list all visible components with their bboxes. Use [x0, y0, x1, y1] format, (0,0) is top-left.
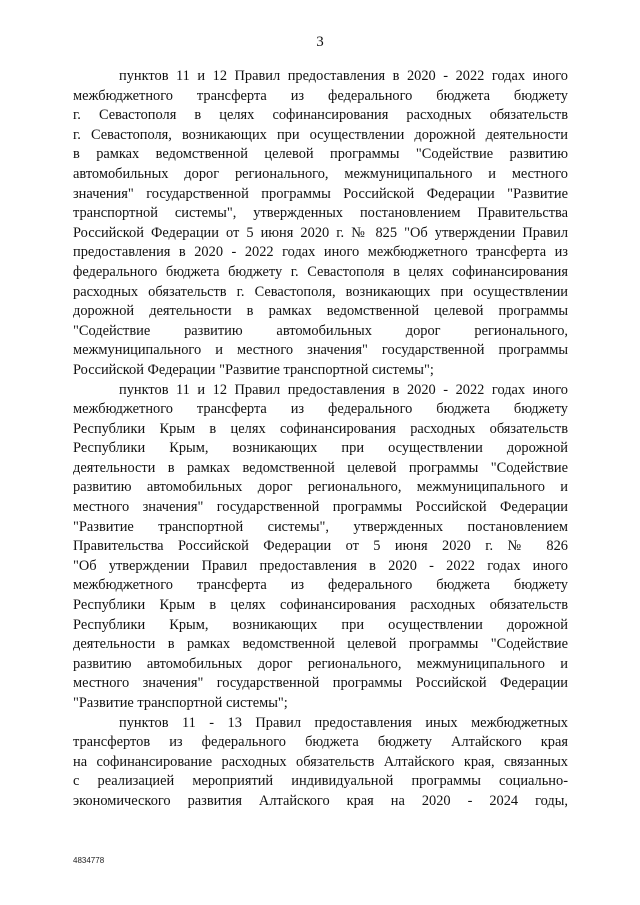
text-line: деятельности в рамках ведомственной целевой программы "Содействие [73, 636, 568, 653]
text-line: Республики Крым в целях софинансирования расходных обязательств [73, 420, 568, 437]
text-line: федерального бюджета бюджету г. Севастополя в целях софинансирования [73, 263, 568, 280]
text-line: предоставления в 2020 - 2022 годах иного межбюджетного трансферта из [73, 244, 568, 261]
text-line: значения" государственной программы Российской Федерации "Развитие [73, 185, 568, 202]
text-line: местного значения" государственной программы Российской Федерации [73, 675, 568, 692]
text-line: межбюджетного трансферта из федерального бюджета бюджету [73, 577, 568, 594]
text-line: в рамках ведомственной целевой программы "Содействие развитию [73, 146, 568, 163]
text-line: Республики Крым, возникающих при осуществлении дорожной [73, 616, 568, 633]
text-line: межбюджетного трансферта из федерального бюджета бюджету [73, 87, 568, 104]
document-body [73, 67, 568, 812]
text-line: г. Севастополя, возникающих при осуществлении дорожной деятельности [73, 126, 568, 143]
text-line: пунктов 11 и 12 Правил предоставления в 2020 - 2022 годах иного [119, 68, 568, 84]
text-line: пунктов 11 и 12 Правил предоставления в 2020 - 2022 годах иного [119, 381, 568, 398]
text-line: трансфертов из федерального бюджета бюджету Алтайского края [73, 734, 568, 751]
text-line: "Развитие транспортной системы", утвержденных постановлением [73, 518, 568, 535]
page-number: 3 [316, 34, 324, 50]
text-line: экономического развития Алтайского края на 2020 - 2024 годы, [73, 792, 568, 809]
text-line: "Об утверждении Правил предоставления в 2020 - 2022 годах иного [73, 557, 568, 574]
text-line: развитию автомобильных дорог регионального, межмуниципального и [73, 479, 568, 496]
text-line: Республики Крым, возникающих при осуществлении дорожной [73, 440, 568, 457]
text-line: пунктов 11 - 13 Правил предоставления иных межбюджетных [119, 714, 568, 731]
text-line: дорожной деятельности в рамках ведомственной целевой программы [73, 303, 568, 320]
text-line: Правительства Российской Федерации от 5 июня 2020 г. № 826 [73, 538, 568, 555]
text-line: на софинансирование расходных обязательств Алтайского края, связанных [73, 753, 568, 770]
text-line: с реализацией мероприятий индивидуальной программы социально- [73, 773, 568, 790]
text-line: автомобильных дорог регионального, межмуниципального и местного [73, 165, 568, 182]
text-line: транспортной системы", утвержденных постановлением Правительства [73, 205, 568, 222]
text-line: деятельности в рамках ведомственной целевой программы "Содействие [73, 459, 568, 476]
document-id: 4834778 [73, 856, 105, 865]
text-line: "Развитие транспортной системы"; [73, 695, 288, 711]
text-line: г. Севастополя в целях софинансирования расходных обязательств [73, 107, 568, 124]
text-line: "Содействие развитию автомобильных дорог регионального, [73, 322, 568, 339]
text-line: расходных обязательств г. Севастополя, возникающих при осуществлении [73, 283, 568, 300]
text-line: межбюджетного трансферта из федерального бюджета бюджету [73, 401, 568, 418]
text-line: развитию автомобильных дорог регионального, межмуниципального и [73, 655, 568, 672]
text-line: Российской Федерации "Развитие транспортной системы"; [73, 361, 434, 378]
text-line: Российской Федерации от 5 июня 2020 г. № 825 "Об утверждении Правил [73, 224, 568, 241]
text-line: межмуниципального и местного значения" государственной программы [73, 342, 568, 359]
text-line: Республики Крым в целях софинансирования расходных обязательств [73, 597, 568, 614]
text-line: местного значения" государственной программы Российской Федерации [73, 499, 568, 516]
